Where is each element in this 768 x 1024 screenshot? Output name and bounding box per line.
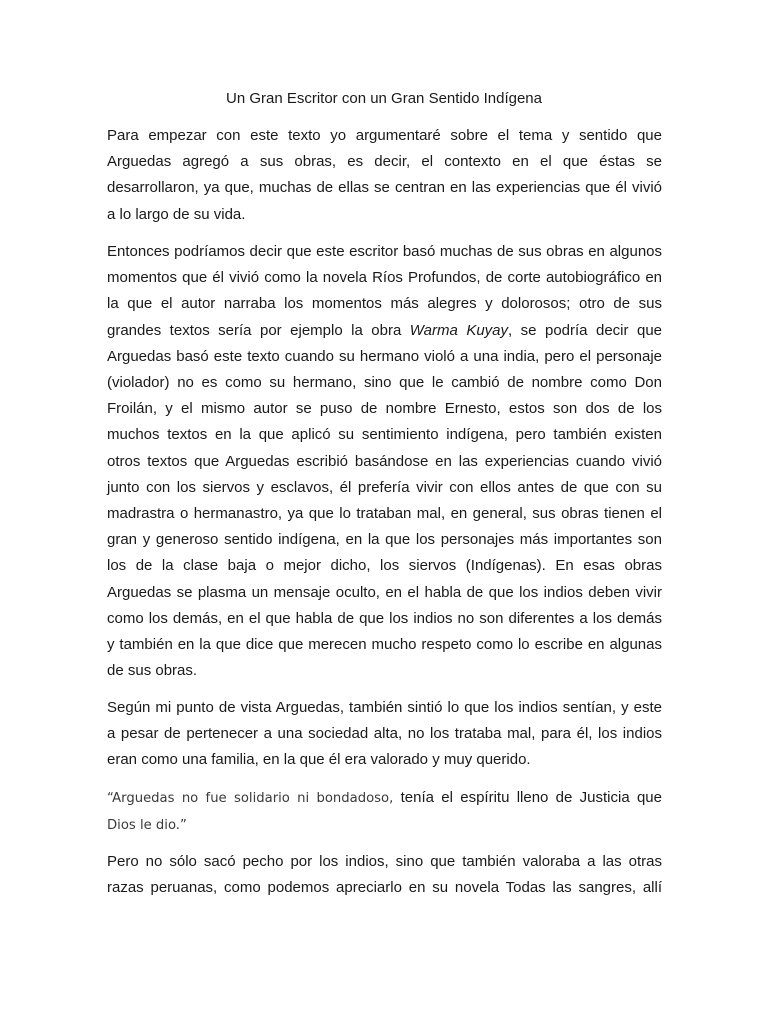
quote-text: “Arguedas no fue solidario ni bondadoso, (107, 791, 401, 806)
text-line: la que el autor narraba los momentos más alegres y dolorosos; otro de sus (107, 295, 662, 313)
text-line: desarrollaron, ya que, muchas de ellas se centran en las experiencias que él vivió (107, 179, 662, 197)
text-line: a lo largo de su vida. (107, 205, 246, 223)
text-line: otros textos que Arguedas escribió basándose en las experiencias cuando vivió (107, 452, 662, 470)
text-line: (violador) no es como su hermano, sino que le cambió de nombre como Don (107, 374, 662, 392)
quote-text: Dios le dio.” (107, 818, 187, 834)
paragraph-2 (107, 239, 662, 684)
text-segment: grandes textos sería por ejemplo la obra (107, 321, 410, 339)
text-line: eran como una familia, en la que él era valorado y muy querido. (107, 751, 531, 769)
text-line: Entonces podríamos decir que este escritor basó muchas de sus obras en algunos (107, 243, 662, 260)
text-line: los de la clase baja o mejor dicho, los siervos (Indígenas). En esas obras (107, 557, 662, 575)
quote-line (107, 812, 662, 839)
text-line: como los demás, en el que habla de que los indios no son diferentes a los demás (107, 609, 662, 627)
text-segment: , se podría decir que (508, 321, 663, 339)
paragraph-3 (107, 695, 662, 774)
paragraph-1 (107, 123, 662, 228)
text-line: razas peruanas, como podemos apreciarlo en su novela Todas las sangres, allí (107, 879, 662, 897)
italic-work-title: Warma Kuyay (409, 321, 509, 339)
text-line: gran y generoso sentido indígena, en la que los personajes más importantes son (107, 531, 662, 549)
text-line: Para empezar con este texto yo argumentaré sobre el tema y sentido que (107, 127, 662, 144)
text-line-with-italic (107, 318, 662, 344)
text-line: de sus obras. (107, 662, 198, 680)
document-title: Un Gran Escritor con un Gran Sentido Indígena (225, 90, 542, 107)
text-line: Arguedas agregó a sus obras, es decir, el contexto en el que éstas se (107, 153, 662, 171)
text-line: Según mi punto de vista Arguedas, también sintió lo que los indios sentían, y este (107, 699, 662, 716)
text-line: momentos que él vivió como la novela Ríos Profundos, de corte autobiográfico en (107, 269, 662, 287)
text-line: Arguedas se plasma un mensaje oculto, en el habla de que los indios deben vivir (107, 583, 662, 601)
text-segment: tenía el espíritu lleno de Justicia que (400, 789, 662, 806)
quote-line (107, 785, 662, 812)
text-line: muchos textos en la que aplicó su sentimiento indígena, pero también existen (107, 426, 662, 444)
text-line: Froilán, y el mismo autor se puso de nombre Ernesto, estos son dos de los (107, 400, 662, 418)
quote-paragraph (107, 785, 662, 839)
text-line: Arguedas basó este texto cuando su hermano violó a una india, pero el personaje (107, 347, 662, 365)
text-line: a pesar de pertenecer a una sociedad alta, no los trataba mal, para él, los indios (107, 725, 662, 743)
text-line: Pero no sólo sacó pecho por los indios, sino que también valoraba a las otras (107, 853, 662, 870)
text-line: y también en la que dice que merecen mucho respeto como lo escribe en algunas (107, 636, 662, 654)
text-line: madrastra o hermanastro, ya que lo trataban mal, en general, sus obras tienen el (107, 505, 662, 523)
paragraph-5 (107, 849, 662, 901)
text-line: junto con los siervos y esclavos, él prefería vivir con ellos antes de que con su (107, 478, 662, 496)
